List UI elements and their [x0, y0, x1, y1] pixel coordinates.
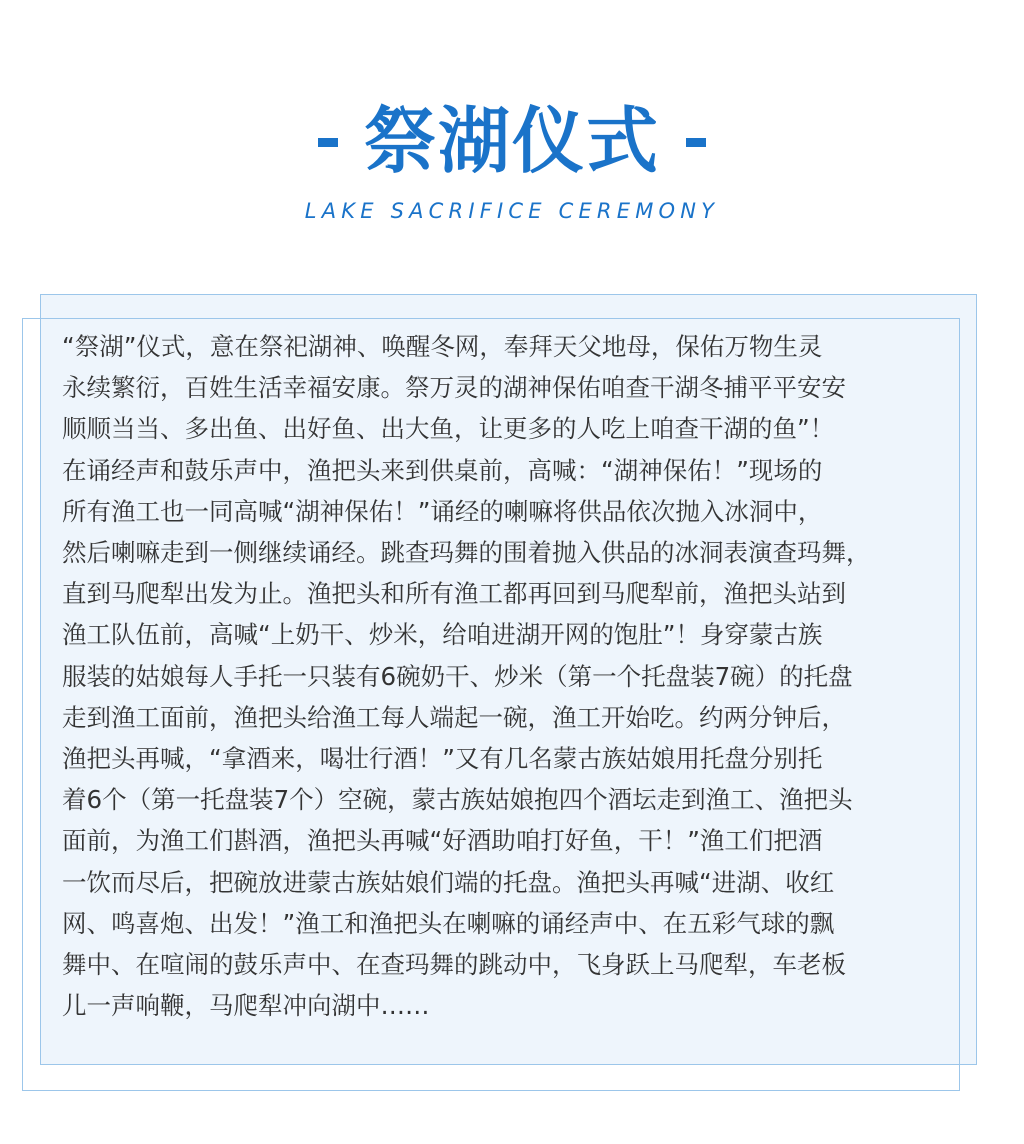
paragraph-line: 儿一声响鞭，马爬犁冲向湖中…… — [62, 991, 430, 1021]
page-subtitle: LAKE SACRIFICE CEREMONY — [304, 199, 720, 223]
paragraph-line: 走到渔工面前，渔把头给渔工每人端起一碗，渔工开始吃。约两分钟后， — [62, 702, 846, 732]
paragraph-line: 然后喇嘛走到一侧继续诵经。跳查玛舞的围着抛入供品的冰洞表演查玛舞， — [62, 538, 871, 568]
page-title — [0, 86, 1024, 196]
paragraph-line: 渔把头再喊，“拿酒来，喝壮行酒！”又有几名蒙古族姑娘用托盘分别托 — [62, 744, 823, 774]
title-text: 祭湖仪式 — [363, 99, 660, 183]
paragraph-line: 面前，为渔工们斟酒，渔把头再喊“好酒助咱打好鱼，干！”渔工们把酒 — [62, 826, 823, 856]
paragraph-line: 永续繁衍，百姓生活幸福安康。祭万灵的湖神保佑咱查干湖冬捕平平安安 — [62, 373, 846, 403]
paragraph-line: 在诵经声和鼓乐声中，渔把头来到供桌前，高喊：“湖神保佑！”现场的 — [62, 455, 823, 485]
paragraph-line: “祭湖”仪式，意在祭祀湖神、唤醒冬网，奉拜天父地母，保佑万物生灵 — [62, 332, 823, 361]
paragraph-line: 顺顺当当、多出鱼、出好鱼、出大鱼，让更多的人吃上咱查干湖的鱼”！ — [62, 414, 835, 444]
title-dash-right — [686, 138, 706, 147]
title-dash-left — [318, 138, 338, 147]
paragraph-line: 渔工队伍前，高喊“上奶干、炒米，给咱进湖开网的饱肚”！身穿蒙古族 — [62, 620, 823, 650]
paragraph-line: 直到马爬犁出发为止。渔把头和所有渔工都再回到马爬犁前，渔把头站到 — [62, 579, 846, 609]
paragraph-line: 着6个（第一托盘装7个）空碗，蒙古族姑娘抱四个酒坛走到渔工、渔把头 — [62, 785, 853, 815]
paragraph-line: 一饮而尽后，把碗放进蒙古族姑娘们端的托盘。渔把头再喊“进湖、收红 — [62, 867, 835, 897]
paragraph-line: 所有渔工也一同高喊“湖神保佑！”诵经的喇嘛将供品依次抛入冰洞中， — [62, 496, 823, 526]
paragraph-line: 服装的姑娘每人手托一只装有6碗奶干、炒米（第一个托盘装7碗）的托盘 — [62, 661, 853, 691]
paragraph-line: 舞中、在喧闹的鼓乐声中、在查玛舞的跳动中，飞身跃上马爬犁，车老板 — [62, 950, 846, 980]
body-paragraph — [62, 326, 952, 1026]
paragraph-line: 网、鸣喜炮、出发！”渔工和渔把头在喇嘛的诵经声中、在五彩气球的飘 — [62, 908, 835, 938]
